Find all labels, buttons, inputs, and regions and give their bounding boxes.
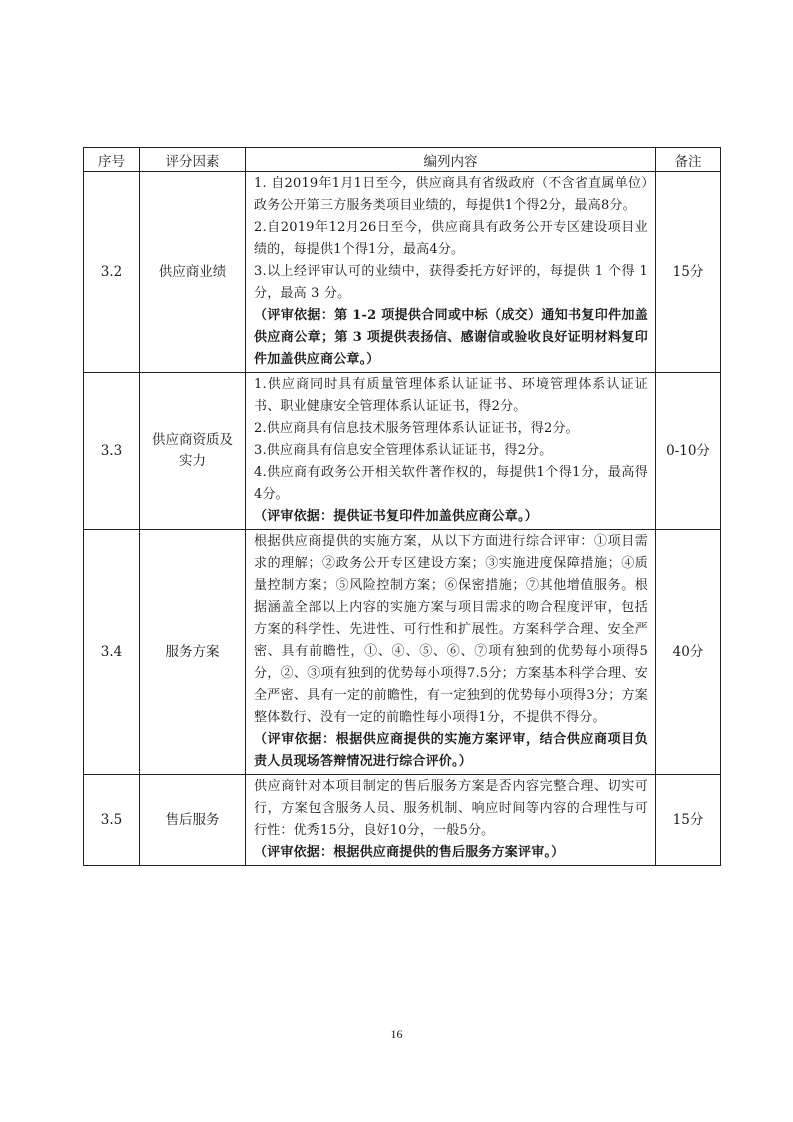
evaluation-basis: （评审依据：第 1-2 项提供合同或中标（成交）通知书复印件加盖供应商公章；第 3 项提供表扬信、感谢信或验收良好证明材料复印件加盖供应商公章。） xyxy=(254,308,648,367)
row-content xyxy=(246,775,656,866)
row-note: 15分 xyxy=(656,172,721,373)
header-no: 序号 xyxy=(84,148,140,172)
table-row xyxy=(84,172,721,373)
row-factor-text: 供应商资质及实力 xyxy=(152,432,233,469)
table-header-row xyxy=(84,148,721,172)
table-row xyxy=(84,373,721,530)
row-content xyxy=(246,530,656,775)
row-factor-text: 服务方案 xyxy=(165,643,220,660)
evaluation-basis: （评审依据：根据供应商提供的售后服务方案评审。） xyxy=(254,845,565,860)
content-paragraph: 供应商针对本项目制定的售后服务方案是否内容完整合理、切实可行，方案包含服务人员、服务机制、响应时间等内容的合理性与可行性：优秀15分，良好10分，一般5分。 xyxy=(254,779,648,838)
content-paragraph: 3.供应商具有信息安全管理体系认证证书，得2分。 xyxy=(254,443,553,458)
content-paragraph: 2.供应商具有信息技术服务管理体系认证证书，得2分。 xyxy=(254,421,579,436)
row-factor-text: 供应商业绩 xyxy=(158,263,227,280)
row-factor xyxy=(140,775,246,866)
row-no: 3.3 xyxy=(84,373,140,530)
table-row xyxy=(84,530,721,775)
row-no: 3.4 xyxy=(84,530,140,775)
evaluation-basis: （评审依据：根据供应商提供的实施方案评审，结合供应商项目负责人员现场答辩情况进行综合评价。） xyxy=(254,732,648,769)
row-factor xyxy=(140,172,246,373)
header-note: 备注 xyxy=(656,148,721,172)
content-paragraph: 2.自2019年12月26日至今，供应商具有政务公开专区建设项目业绩的，每提供1个得1分，最高4分。 xyxy=(254,220,648,257)
evaluation-basis: （评审依据：提供证书复印件加盖供应商公章。） xyxy=(254,509,538,524)
content-paragraph: 4.供应商有政务公开相关软件著作权的，每提供1个得1分，最高得4分。 xyxy=(254,465,648,502)
content-paragraph: 1. 自2019年1月1日至今，供应商具有省级政府（不含省直属单位）政务公开第三方服务类项目业绩的，每提供1个得2分，最高8分。 xyxy=(254,176,648,213)
scoring-table xyxy=(83,147,721,866)
row-content xyxy=(246,373,656,530)
row-factor xyxy=(140,530,246,775)
row-note: 40分 xyxy=(656,530,721,775)
header-content: 编列内容 xyxy=(246,148,656,172)
content-paragraph: 根据供应商提供的实施方案，从以下方面进行综合评审：①项目需求的理解；②政务公开专区建设方案；③实施进度保障措施；④质量控制方案；⑤风险控制方案；⑥保密措施；⑦其他增值服务。根据涵盖全部以上内容的实施方案与项目需求的吻合程度评审，包括方案的科学性、先进性、可行性和扩展性。方案科学合理、安全严密、具有前瞻性，①、④、⑤、⑥、⑦项有独到的优势每小项得5分，②、③项有独到的优势每小项得7.5分；方案基本科学合理、安全严密、具有一定的前瞻性，有一定独到的优势每小项得3分；方案整体数行、没有一定的前瞻性每小项得1分，不提供不得分。 xyxy=(254,534,648,725)
row-no: 3.2 xyxy=(84,172,140,373)
row-note: 15分 xyxy=(656,775,721,866)
scoring-table-container xyxy=(83,147,720,866)
row-no: 3.5 xyxy=(84,775,140,866)
row-content xyxy=(246,172,656,373)
row-factor-text: 售后服务 xyxy=(165,811,220,828)
content-paragraph: 3.以上经评审认可的业绩中，获得委托方好评的，每提供 1 个得 1 分，最高 3 分。 xyxy=(254,264,648,301)
row-factor xyxy=(140,373,246,530)
content-paragraph: 1.供应商同时具有质量管理体系认证证书、环境管理体系认证证书、职业健康安全管理体系认证证书，得2分。 xyxy=(254,377,648,414)
row-note: 0-10分 xyxy=(656,373,721,530)
page-number: 16 xyxy=(390,1027,403,1041)
table-row xyxy=(84,775,721,866)
header-factor: 评分因素 xyxy=(140,148,246,172)
